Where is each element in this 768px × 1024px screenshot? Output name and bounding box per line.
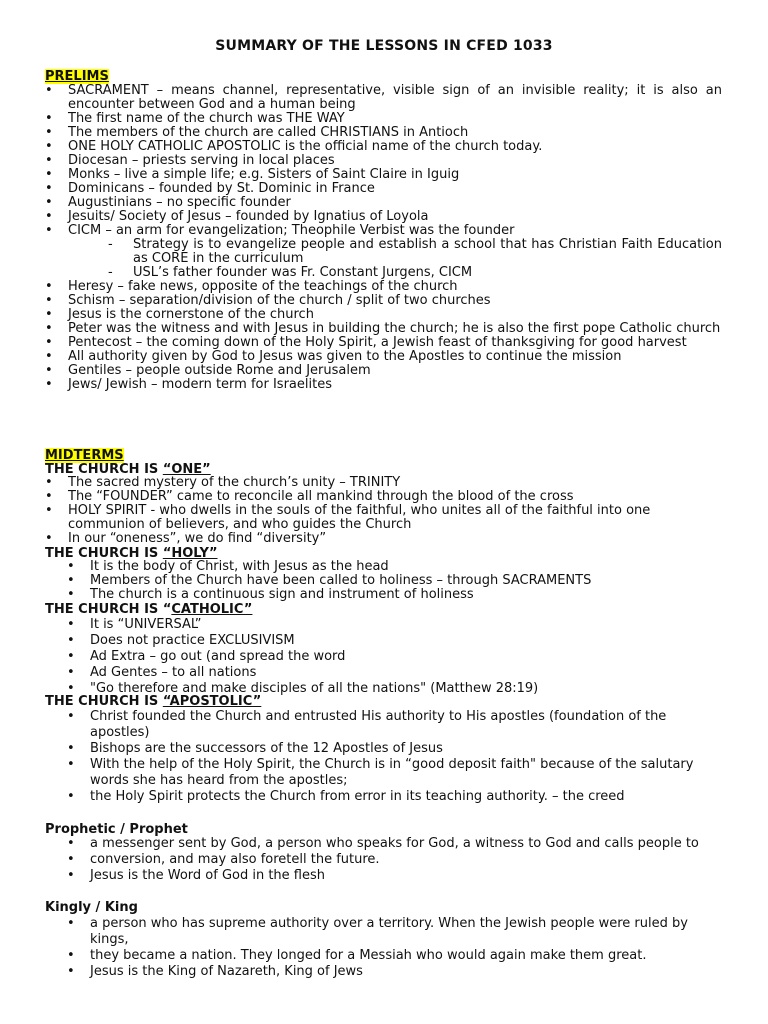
list-item-text: It is “UNIVERSAL” <box>90 617 202 632</box>
bullet-icon: • <box>67 665 75 680</box>
list-item-text: "Go therefore and make disciples of all the nations" (Matthew 28:19) <box>90 681 539 696</box>
church-one-list <box>45 476 722 546</box>
list-item <box>45 84 722 112</box>
list-item-text: Jews/ Jewish – modern term for Israelites <box>68 377 332 392</box>
dash-icon: - <box>108 237 113 252</box>
bullet-icon: • <box>45 125 53 140</box>
bullet-icon: • <box>45 377 53 392</box>
bullet-icon: • <box>45 321 53 336</box>
list-item <box>45 224 722 238</box>
list-item <box>45 280 722 294</box>
list-item <box>67 916 722 948</box>
list-item-text: HOLY SPIRIT - who dwells in the souls of the faithful, who unites all of the faithful into one communion of believers, and who guides the Church <box>68 503 651 532</box>
document-title: SUMMARY OF THE LESSONS IN CFED 1033 <box>215 38 553 54</box>
list-item-text: Does not practice EXCLUSIVISM <box>90 633 295 648</box>
list-item <box>45 154 722 168</box>
bullet-icon: • <box>45 195 53 210</box>
bullet-icon: • <box>45 209 53 224</box>
dash-icon: - <box>108 265 113 280</box>
list-item-text: Bishops are the successors of the 12 Apostles of Jesus <box>90 741 443 756</box>
sub-list-item <box>108 238 722 266</box>
list-item-text: conversion, and may also foretell the future. <box>90 852 380 867</box>
bullet-icon: • <box>67 916 75 931</box>
list-item-text: With the help of the Holy Spirit, the Church is in “good deposit faith" because of the salutary words she has heard from the apostles; <box>90 757 694 788</box>
list-item <box>67 789 722 805</box>
bullet-icon: • <box>45 531 53 546</box>
list-item-text: It is the body of Christ, with Jesus as the head <box>90 559 389 574</box>
church-catholic-list <box>67 617 722 697</box>
prelims-sublist <box>108 238 722 280</box>
prelims-heading-text: PRELIMS <box>45 69 109 84</box>
midterms-heading <box>45 448 124 463</box>
kingly-list <box>67 916 722 980</box>
bullet-icon: • <box>45 475 53 490</box>
list-item <box>67 665 722 680</box>
list-item <box>67 836 722 852</box>
list-item-text: Members of the Church have been called to holiness – through SACRAMENTS <box>90 573 592 588</box>
prelims-heading <box>45 69 109 84</box>
list-item <box>67 868 722 884</box>
bullet-icon: • <box>67 757 75 772</box>
list-item <box>45 378 722 392</box>
prelims-list <box>45 84 722 238</box>
church-one-word: “ONE” <box>162 462 211 477</box>
list-item-text: Ad Gentes – to all nations <box>90 665 257 680</box>
sub-list-item <box>108 266 722 280</box>
list-item-text: Pentecost – the coming down of the Holy Spirit, a Jewish feast of thanksgiving for good harvest <box>68 335 687 350</box>
bullet-icon: • <box>67 964 75 979</box>
bullet-icon: • <box>67 741 75 756</box>
list-item <box>67 709 722 741</box>
list-item-text: a person who has supreme authority over a territory. When the Jewish people were ruled by kings, <box>90 916 688 947</box>
bullet-icon: • <box>45 139 53 154</box>
list-item <box>45 350 722 364</box>
list-item-text: Schism – separation/division of the church / split of two churches <box>68 293 491 308</box>
list-item <box>45 196 722 210</box>
list-item-text: Jesuits/ Society of Jesus – founded by Ignatius of Loyola <box>68 209 429 224</box>
list-item-text: The sacred mystery of the church’s unity – TRINITY <box>68 475 401 490</box>
bullet-icon: • <box>45 307 53 322</box>
church-apostolic-heading <box>45 694 261 709</box>
prophetic-heading: Prophetic / Prophet <box>45 822 188 837</box>
list-item <box>45 294 722 308</box>
bullet-icon: • <box>45 181 53 196</box>
list-item <box>45 504 722 532</box>
bullet-icon: • <box>67 836 75 851</box>
bullet-icon: • <box>67 948 75 963</box>
list-item <box>45 140 722 154</box>
bullet-icon: • <box>67 852 75 867</box>
midterms-heading-text: MIDTERMS <box>45 448 124 463</box>
bullet-icon: • <box>67 868 75 883</box>
bullet-icon: • <box>67 573 75 588</box>
bullet-icon: • <box>45 167 53 182</box>
list-item <box>67 964 722 980</box>
list-item-text: The first name of the church was THE WAY <box>68 111 345 126</box>
list-item-text: In our “oneness”, we do find “diversity” <box>68 531 327 546</box>
list-item-text: CICM – an arm for evangelization; Theophile Verbist was the founder <box>68 223 515 238</box>
list-item <box>67 574 722 588</box>
church-apostolic-list <box>67 709 722 805</box>
list-item-text: Augustinians – no specific founder <box>68 195 291 210</box>
kingly-heading: Kingly / King <box>45 900 138 915</box>
church-catholic-heading <box>45 602 252 617</box>
prelims-list-continued <box>45 280 722 392</box>
bullet-icon: • <box>67 789 75 804</box>
bullet-icon: • <box>45 335 53 350</box>
list-item-text: The church is a continuous sign and instrument of holiness <box>90 587 474 602</box>
list-item <box>67 757 722 789</box>
list-item-text: Gentiles – people outside Rome and Jerusalem <box>68 363 371 378</box>
list-item <box>67 649 722 664</box>
bullet-icon: • <box>45 111 53 126</box>
list-item-text: Dominicans – founded by St. Dominic in France <box>68 181 375 196</box>
list-item <box>45 168 722 182</box>
list-item <box>67 633 722 648</box>
list-item <box>45 322 722 336</box>
list-item-text: The “FOUNDER” came to reconcile all mankind through the blood of the cross <box>68 489 574 504</box>
list-item-text: Monks – live a simple life; e.g. Sisters of Saint Claire in Iguig <box>68 167 460 182</box>
church-apostolic-prefix: THE CHURCH IS <box>45 694 163 709</box>
list-item <box>45 364 722 378</box>
list-item <box>45 476 722 490</box>
list-item-text: Jesus is the cornerstone of the church <box>68 307 314 322</box>
list-item <box>45 126 722 140</box>
list-item <box>67 588 722 602</box>
bullet-icon: • <box>45 363 53 378</box>
church-apostolic-word: “APOSTOLIC” <box>162 694 262 709</box>
list-item-text: Heresy – fake news, opposite of the teachings of the church <box>68 279 458 294</box>
list-item <box>45 308 722 322</box>
bullet-icon: • <box>67 587 75 602</box>
list-item-text: a messenger sent by God, a person who speaks for God, a witness to God and calls people to <box>90 836 699 851</box>
list-item <box>45 112 722 126</box>
church-holy-word: “HOLY” <box>162 546 218 561</box>
list-item <box>45 182 722 196</box>
bullet-icon: • <box>45 223 53 238</box>
list-item-text: Peter was the witness and with Jesus in building the church; he is also the first pope Catholic church <box>68 321 721 336</box>
list-item <box>67 560 722 574</box>
bullet-icon: • <box>45 293 53 308</box>
list-item-text: the Holy Spirit protects the Church from error in its teaching authority. – the creed <box>90 789 625 804</box>
list-item <box>45 532 722 546</box>
list-item-text: Ad Extra – go out (and spread the word <box>90 649 346 664</box>
sub-list-item-text: Strategy is to evangelize people and establish a school that has Christian Faith Education as CORE in the curriculum <box>133 237 722 266</box>
list-item-text: they became a nation. They longed for a Messiah who would again make them great. <box>90 948 647 963</box>
sub-list-item-text: USL’s father founder was Fr. Constant Jurgens, CICM <box>133 265 473 280</box>
list-item-text: Diocesan – priests serving in local places <box>68 153 335 168</box>
bullet-icon: • <box>67 633 75 648</box>
church-catholic-prefix: THE CHURCH IS “ <box>45 602 172 617</box>
list-item <box>45 490 722 504</box>
bullet-icon: • <box>45 153 53 168</box>
bullet-icon: • <box>45 83 53 98</box>
prophetic-list <box>67 836 722 884</box>
list-item-text: The members of the church are called CHRISTIANS in Antioch <box>68 125 469 140</box>
list-item-text: ONE HOLY CATHOLIC APOSTOLIC is the official name of the church today. <box>68 139 543 154</box>
list-item-text: SACRAMENT – means channel, representative, visible sign of an invisible reality; it is also an encounter between God and a human being <box>68 83 722 112</box>
list-item <box>67 617 722 632</box>
list-item-text: Jesus is the King of Nazareth, King of Jews <box>90 964 363 979</box>
bullet-icon: • <box>67 709 75 724</box>
list-item <box>45 210 722 224</box>
church-holy-list <box>67 560 722 602</box>
list-item <box>45 336 722 350</box>
list-item <box>67 948 722 964</box>
list-item-text: Christ founded the Church and entrusted His authority to His apostles (foundation of the apostles) <box>90 709 667 740</box>
church-holy-prefix: THE CHURCH IS <box>45 546 163 561</box>
church-one-prefix: THE CHURCH IS <box>45 462 163 477</box>
bullet-icon: • <box>45 489 53 504</box>
bullet-icon: • <box>67 559 75 574</box>
bullet-icon: • <box>45 503 53 518</box>
bullet-icon: • <box>45 349 53 364</box>
bullet-icon: • <box>45 279 53 294</box>
church-catholic-word: CATHOLIC” <box>171 602 253 617</box>
list-item <box>67 741 722 757</box>
list-item-text: Jesus is the Word of God in the flesh <box>90 868 326 883</box>
list-item-text: All authority given by God to Jesus was given to the Apostles to continue the mission <box>68 349 622 364</box>
bullet-icon: • <box>67 617 75 632</box>
list-item <box>67 852 722 868</box>
bullet-icon: • <box>67 681 75 696</box>
bullet-icon: • <box>67 649 75 664</box>
